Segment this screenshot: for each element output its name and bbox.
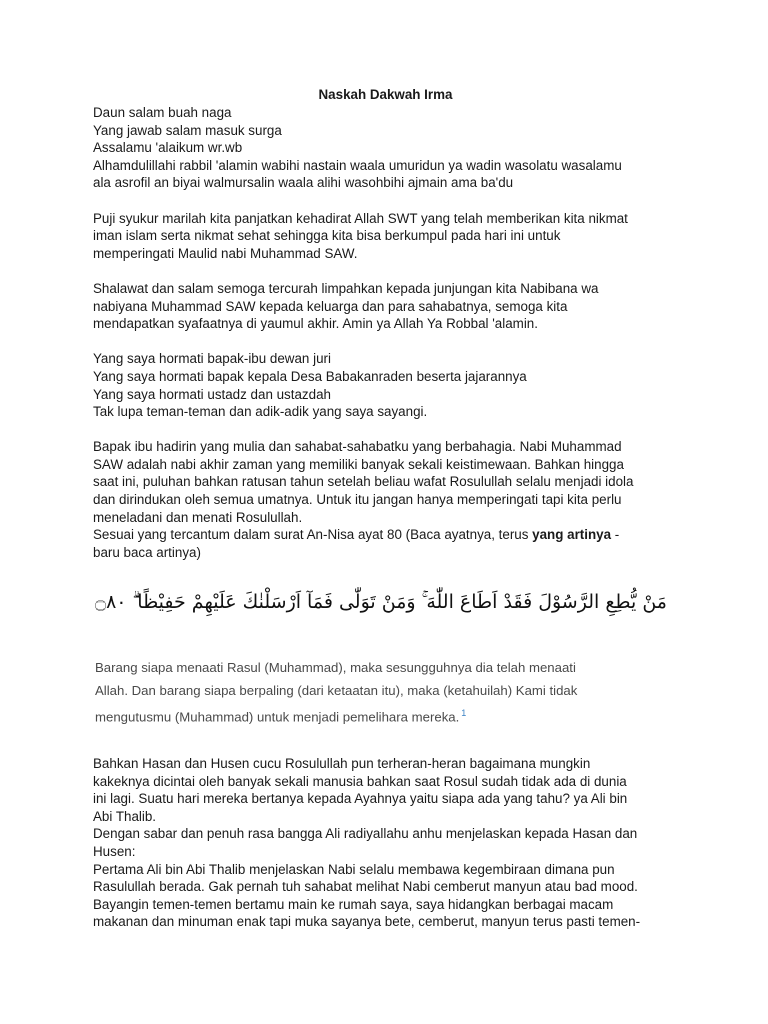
paragraph-shalawat (93, 280, 678, 333)
greetings-block (93, 350, 678, 420)
paragraph-line: saat ini, puluhan bahkan ratusan tahun setelah beliau wafat Rosulullah selalu menjadi idola (93, 474, 634, 490)
verse-translation (95, 656, 655, 725)
opening-line: Daun salam buah naga (93, 105, 232, 120)
paragraph-line: dan dirindukan oleh semua umatnya. Untuk itu jangan hanya memperingati tapi kita perlu (93, 492, 622, 508)
surah-bold-text: yang artinya (532, 527, 612, 543)
document-title: Naskah Dakwah Irma (318, 87, 453, 102)
paragraph-line: Bayangin temen-temen bertamu main ke rumah saya, saya hidangkan berbagai macam (93, 896, 614, 912)
paragraph-line: Dengan sabar dan penuh rasa bangga Ali radiyallahu anhu menjelaskan kepada Hasan dan (93, 826, 638, 842)
paragraph-line: Rasulullah berada. Gak pernah tuh sahabat melihat Nabi cemberut manyun atau bad mood. (93, 879, 638, 895)
translation-line: Barang siapa menaati Rasul (Muhammad), maka sesungguhnya dia telah menaati (95, 660, 576, 675)
paragraph-hasan-husen (93, 755, 678, 931)
arabic-verse: مَنْ يُّطِعِ الرَّسُوْلَ فَقَدْ اَطَاعَ اللّٰهَ ۚ وَمَنْ تَوَلّٰى فَمَآ اَرْسَلْنٰكَ عَلَيْهِمْ حَفِيْظًا ۗ ۝٨٠ (94, 591, 667, 613)
paragraph-line: memperingati Maulid nabi Muhammad SAW. (93, 245, 358, 261)
greeting-line: Yang saya hormati bapak kepala Desa Babakanraden beserta jajarannya (93, 368, 527, 384)
paragraph-spacer (93, 421, 678, 439)
greeting-line: Tak lupa teman-teman dan adik-adik yang saya sayangi. (93, 404, 428, 420)
surah-reference-line (93, 526, 678, 544)
surah-text-end: - (611, 527, 620, 543)
paragraph-line: kakeknya dicintai oleh banyak sekali manusia bahkan saat Rosul sudah tidak ada di dunia (93, 773, 627, 789)
surah-reference (93, 526, 678, 561)
paragraph-gratitude (93, 210, 678, 263)
paragraph-line: mendapatkan syafaatnya di yaumul akhir. Amin ya Allah Ya Robbal 'alamin. (93, 316, 538, 332)
paragraph-line: Bahkan Hasan dan Husen cucu Rosulullah pun terheran-heran bagaimana mungkin (93, 756, 591, 771)
surah-reference-line: baru baca artinya) (93, 544, 201, 560)
opening-line: Alhamdulillahi rabbil 'alamin wabihi nastain waala umuridun ya wadin wasolatu wasalamu (93, 157, 622, 173)
paragraph-spacer (93, 192, 678, 210)
paragraph-prophet (93, 438, 678, 526)
translation-text: mengutusmu (Muhammad) untuk menjadi pemelihara mereka. (95, 709, 460, 725)
paragraph-line: ini lagi. Suatu hari mereka bertanya kepada Ayahnya yaitu siapa ada yang tahu? ya Ali bin (93, 791, 628, 807)
paragraph-line: Husen: (93, 843, 136, 859)
paragraph-line: Pertama Ali bin Abi Thalib menjelaskan Nabi selalu membawa kegembiraan dimana pun (93, 861, 615, 877)
greeting-line: Yang saya hormati bapak-ibu dewan juri (93, 351, 331, 367)
greeting-line: Yang saya hormati ustadz dan ustazdah (93, 386, 331, 402)
opening-block (93, 104, 678, 192)
opening-line: Yang jawab salam masuk surga (93, 122, 282, 138)
paragraph-line: Abi Thalib. (93, 808, 157, 824)
paragraph-line: makanan dan minuman enak tapi muka sayanya bete, cemberut, manyun terus pasti temen- (93, 914, 641, 930)
document-body (93, 86, 678, 561)
paragraph-spacer (93, 262, 678, 280)
paragraph-line: iman islam serta nikmat sehat sehingga kita bisa berkumpul pada hari ini untuk (93, 228, 561, 244)
paragraph-line: SAW adalah nabi akhir zaman yang memiliki banyak sekali keistimewaan. Bahkan hingga (93, 456, 624, 472)
translation-line (95, 702, 655, 725)
opening-line: ala asrofil an biyai walmursalin waala alihi wasohbihi ajmain ama ba'du (93, 175, 514, 191)
translation-line: Allah. Dan barang siapa berpaling (dari ketaatan itu), maka (ketahuilah) Kami tidak (95, 683, 578, 698)
paragraph-line: meneladani dan menati Rosulullah. (93, 509, 303, 525)
paragraph-spacer (93, 333, 678, 351)
opening-line: Assalamu 'alaikum wr.wb (93, 140, 243, 156)
footnote-link[interactable]: 1 (461, 708, 467, 718)
surah-text: Sesuai yang tercantum dalam surat An-Nisa ayat 80 (Baca ayatnya, terus (93, 527, 533, 543)
paragraph-line: Bapak ibu hadirin yang mulia dan sahabat-sahabatku yang berbahagia. Nabi Muhammad (93, 439, 622, 455)
paragraph-line: nabiyana Muhammad SAW kepada keluarga dan para sahabatnya, semoga kita (93, 298, 568, 314)
paragraph-line: Shalawat dan salam semoga tercurah limpahkan kepada junjungan kita Nabibana wa (93, 280, 599, 296)
paragraph-line: Puji syukur marilah kita panjatkan kehadirat Allah SWT yang telah memberikan kita nikmat (93, 210, 628, 226)
document-body-continued (93, 755, 678, 931)
